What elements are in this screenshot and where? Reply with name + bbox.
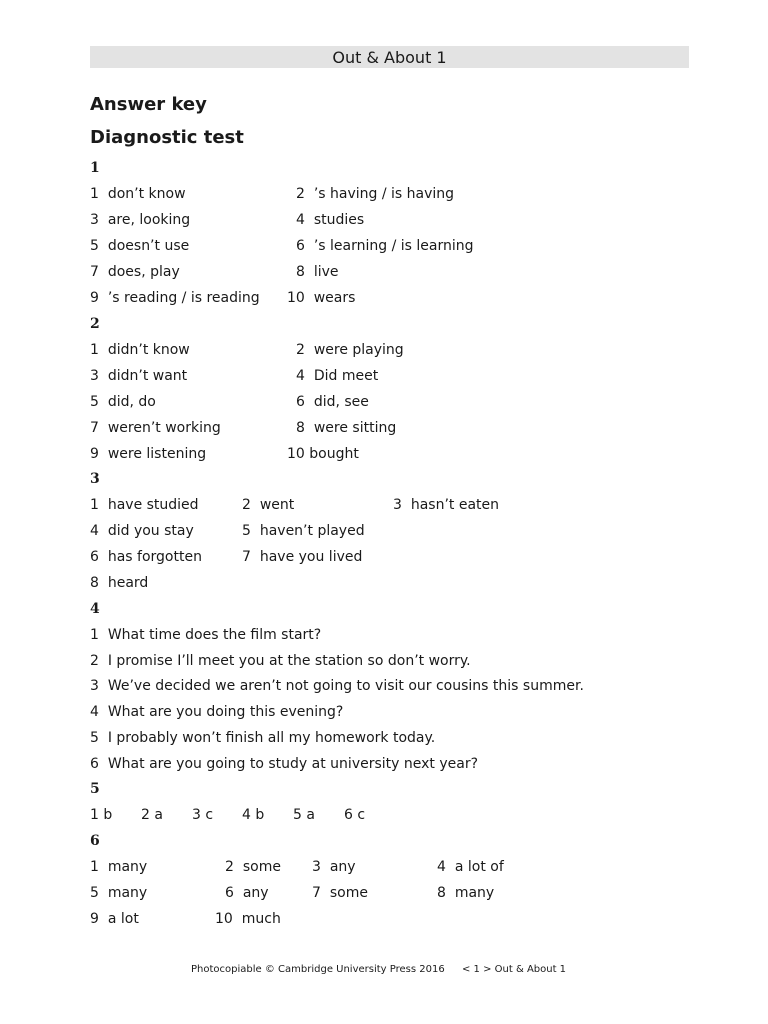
- item-number: 7: [312, 885, 321, 901]
- item-answer: We’ve decided we aren’t not going to visit our cousins this summer.: [107, 678, 584, 694]
- answer-item: [242, 807, 264, 823]
- item-answer: c: [205, 807, 214, 823]
- item-number: 10: [287, 446, 305, 462]
- footer-copyright: Photocopiable © Cambridge University Press 2016: [191, 964, 445, 975]
- item-number: 10: [215, 911, 233, 927]
- answer-item: [296, 420, 396, 436]
- item-answer: bought: [309, 446, 359, 462]
- item-answer: b: [255, 807, 265, 823]
- item-number: 9: [90, 446, 99, 462]
- item-answer: did, see: [313, 394, 369, 410]
- item-number: 2: [90, 653, 99, 669]
- answer-item: [225, 859, 281, 875]
- item-answer: a lot: [107, 911, 139, 927]
- answer-item: [90, 394, 156, 410]
- answer-item: [90, 420, 221, 436]
- item-number: 6: [296, 238, 305, 254]
- answer-item: [437, 885, 494, 901]
- item-answer: hasn’t eaten: [410, 497, 500, 513]
- item-answer: does, play: [107, 264, 180, 280]
- item-number: 1: [90, 186, 99, 202]
- answer-item: [90, 885, 147, 901]
- section-number: 3: [90, 471, 100, 487]
- item-answer: ’s reading / is reading: [107, 290, 260, 306]
- item-number: 1: [90, 807, 99, 823]
- item-number: 6: [225, 885, 234, 901]
- item-answer: have you lived: [259, 549, 363, 565]
- item-answer: a: [306, 807, 315, 823]
- item-number: 6: [296, 394, 305, 410]
- answer-item: [90, 497, 199, 513]
- item-answer: What are you doing this evening?: [107, 704, 344, 720]
- item-answer: were listening: [107, 446, 207, 462]
- item-number: 9: [90, 290, 99, 306]
- item-answer: doesn’t use: [107, 238, 190, 254]
- test-heading: Diagnostic test: [90, 127, 244, 148]
- item-answer: c: [357, 807, 366, 823]
- item-answer: did, do: [107, 394, 156, 410]
- item-number: 4: [296, 212, 305, 228]
- item-number: 7: [242, 549, 251, 565]
- answer-item: [90, 653, 471, 669]
- item-number: 1: [90, 859, 99, 875]
- item-answer: weren’t working: [107, 420, 221, 436]
- item-answer: have studied: [107, 497, 199, 513]
- answer-item: [293, 807, 315, 823]
- item-number: 2: [141, 807, 150, 823]
- item-number: 10: [287, 290, 305, 306]
- answer-item: [296, 342, 404, 358]
- answer-item: [90, 730, 435, 746]
- item-number: 5: [90, 885, 99, 901]
- item-answer: I probably won’t finish all my homework today.: [107, 730, 436, 746]
- answer-item: [192, 807, 213, 823]
- answer-item: [141, 807, 163, 823]
- item-number: 2: [225, 859, 234, 875]
- item-answer: went: [259, 497, 295, 513]
- answer-item: [90, 807, 112, 823]
- answer-item: [90, 523, 194, 539]
- item-number: 8: [296, 264, 305, 280]
- item-number: 4: [90, 704, 99, 720]
- item-number: 6: [344, 807, 353, 823]
- item-number: 4: [296, 368, 305, 384]
- answer-item: [90, 238, 189, 254]
- answer-item: [287, 290, 355, 306]
- item-answer: some: [329, 885, 368, 901]
- answer-item: [344, 807, 365, 823]
- item-answer: wears: [313, 290, 356, 306]
- answer-item: [393, 497, 499, 513]
- item-number: 8: [437, 885, 446, 901]
- item-number: 5: [242, 523, 251, 539]
- item-number: 4: [90, 523, 99, 539]
- section-number: 6: [90, 833, 100, 849]
- item-answer: much: [241, 911, 281, 927]
- item-answer: heard: [107, 575, 149, 591]
- item-number: 9: [90, 911, 99, 927]
- answer-item: [90, 212, 190, 228]
- item-number: 2: [296, 186, 305, 202]
- section-number: 4: [90, 601, 100, 617]
- section-number: 1: [90, 160, 100, 176]
- answer-item: [90, 186, 186, 202]
- item-answer: are, looking: [107, 212, 191, 228]
- answer-item: [296, 212, 364, 228]
- item-answer: I promise I’ll meet you at the station so don’t worry.: [107, 653, 471, 669]
- item-number: 5: [90, 394, 99, 410]
- answer-item: [90, 756, 478, 772]
- item-number: 5: [90, 730, 99, 746]
- item-answer: many: [107, 885, 148, 901]
- answer-item: [90, 911, 139, 927]
- item-answer: b: [103, 807, 113, 823]
- item-answer: haven’t played: [259, 523, 365, 539]
- item-number: 1: [90, 497, 99, 513]
- item-number: 3: [393, 497, 402, 513]
- answer-item: [242, 549, 362, 565]
- item-answer: were sitting: [313, 420, 397, 436]
- item-number: 4: [242, 807, 251, 823]
- answer-item: [312, 859, 356, 875]
- item-answer: ’s learning / is learning: [313, 238, 474, 254]
- item-number: 1: [90, 627, 99, 643]
- item-number: 3: [90, 212, 99, 228]
- answer-item: [225, 885, 269, 901]
- item-answer: ’s having / is having: [313, 186, 455, 202]
- item-number: 3: [312, 859, 321, 875]
- item-number: 6: [90, 549, 99, 565]
- answer-item: [90, 627, 321, 643]
- answer-item: [90, 446, 206, 462]
- item-number: 8: [296, 420, 305, 436]
- answer-item: [287, 446, 359, 462]
- item-answer: live: [313, 264, 339, 280]
- item-number: 3: [90, 678, 99, 694]
- item-answer: any: [242, 885, 269, 901]
- answer-item: [296, 186, 454, 202]
- answer-item: [242, 497, 294, 513]
- item-answer: a lot of: [454, 859, 504, 875]
- answer-item: [90, 704, 343, 720]
- item-answer: some: [242, 859, 281, 875]
- answer-item: [90, 575, 148, 591]
- item-answer: Did meet: [313, 368, 379, 384]
- item-answer: were playing: [313, 342, 404, 358]
- item-answer: didn’t want: [107, 368, 188, 384]
- answer-item: [90, 264, 180, 280]
- item-answer: studies: [313, 212, 365, 228]
- item-number: 1: [90, 342, 99, 358]
- item-number: 7: [90, 264, 99, 280]
- answer-item: [312, 885, 368, 901]
- item-answer: many: [454, 885, 495, 901]
- answer-item: [90, 678, 584, 694]
- item-number: 6: [90, 756, 99, 772]
- item-answer: a: [154, 807, 163, 823]
- item-number: 4: [437, 859, 446, 875]
- item-answer: What are you going to study at university next year?: [107, 756, 479, 772]
- section-number: 2: [90, 316, 100, 332]
- item-answer: didn’t know: [107, 342, 190, 358]
- item-answer: has forgotten: [107, 549, 202, 565]
- answer-item: [296, 394, 369, 410]
- item-number: 8: [90, 575, 99, 591]
- answer-item: [90, 368, 187, 384]
- page-header-title: Out & About 1: [90, 46, 689, 68]
- answer-item: [215, 911, 281, 927]
- item-number: 3: [90, 368, 99, 384]
- answer-item: [90, 859, 147, 875]
- item-number: 5: [90, 238, 99, 254]
- answer-item: [296, 238, 474, 254]
- item-number: 2: [242, 497, 251, 513]
- item-number: 3: [192, 807, 201, 823]
- item-number: 7: [90, 420, 99, 436]
- answer-item: [90, 342, 190, 358]
- item-number: 2: [296, 342, 305, 358]
- item-answer: any: [329, 859, 356, 875]
- footer-page-nav: < 1 > Out & About 1: [462, 964, 567, 975]
- answer-key-heading: Answer key: [90, 94, 207, 115]
- section-number: 5: [90, 781, 100, 797]
- item-answer: don’t know: [107, 186, 186, 202]
- answer-item: [90, 290, 260, 306]
- item-answer: What time does the film start?: [107, 627, 322, 643]
- item-answer: many: [107, 859, 148, 875]
- item-answer: did you stay: [107, 523, 194, 539]
- answer-item: [90, 549, 202, 565]
- answer-item: [437, 859, 504, 875]
- item-number: 5: [293, 807, 302, 823]
- answer-item: [242, 523, 365, 539]
- answer-item: [296, 264, 339, 280]
- answer-item: [296, 368, 378, 384]
